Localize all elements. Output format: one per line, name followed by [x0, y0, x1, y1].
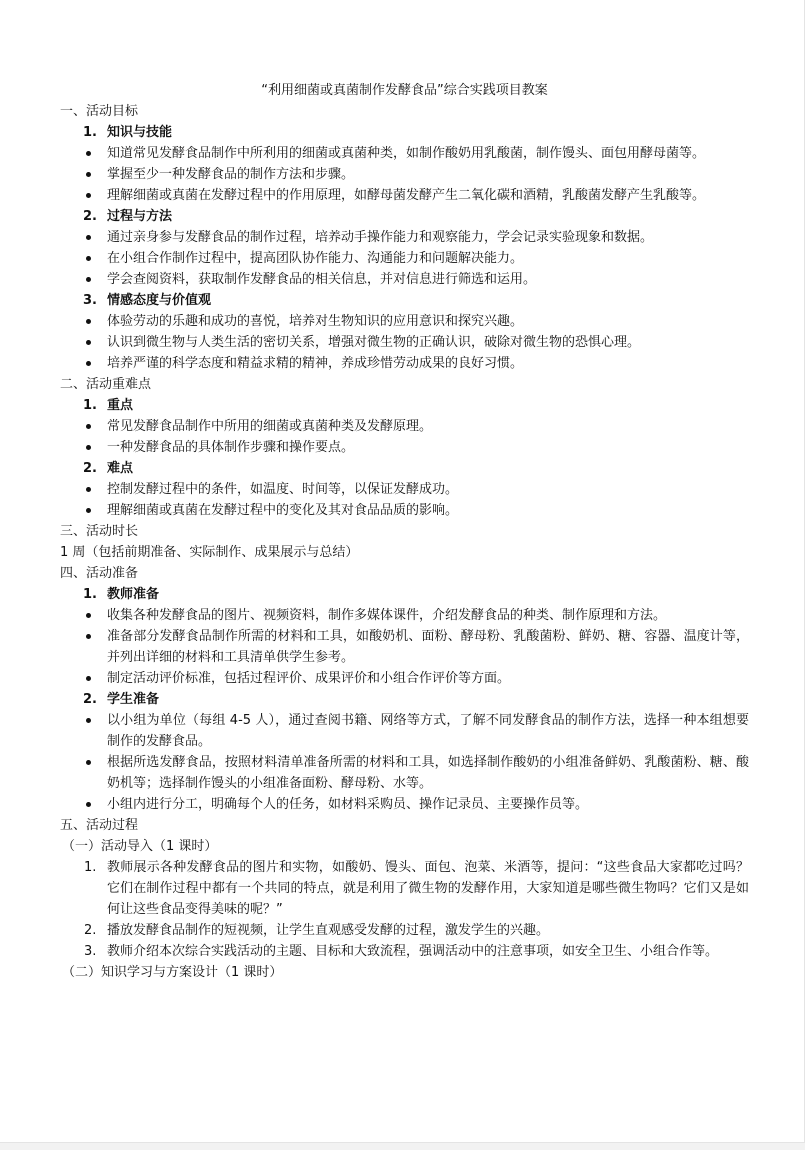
bullet-list-attitude	[60, 311, 749, 374]
bullet-item: 准备部分发酵食品制作所需的材料和工具，如酸奶机、面粉、酵母粉、乳酸菌粉、鲜奶、糖、容器、温度计等，并列出详细的材料和工具清单供学生参考。	[60, 626, 749, 668]
bullet-item: 常见发酵食品制作中所用的细菌或真菌种类及发酵原理。	[60, 416, 749, 437]
phase-heading-intro: （一）活动导入（1 课时）	[62, 839, 218, 854]
step-item	[60, 941, 749, 962]
subheading-student-prep	[60, 689, 749, 710]
bullet-item: 掌握至少一种发酵食品的制作方法和步骤。	[60, 164, 749, 185]
bullet-list-difficulty	[60, 479, 749, 521]
bullet-item: 小组内进行分工，明确每个人的任务，如材料采购员、操作记录员、主要操作员等。	[60, 794, 749, 815]
step-number: 1.	[84, 860, 97, 875]
subheading-process-method	[60, 206, 749, 227]
bullet-item: 学会查阅资料，获取制作发酵食品的相关信息，并对信息进行筛选和运用。	[60, 269, 749, 290]
bullet-item: 根据所选发酵食品，按照材料清单准备所需的材料和工具，如选择制作酸奶的小组准备鲜奶、乳酸菌粉、糖、酸奶机等；选择制作馒头的小组准备面粉、酵母粉、水等。	[60, 752, 749, 794]
subheading-text: 学生准备	[107, 692, 160, 707]
bullet-item: 通过亲身参与发酵食品的制作过程，培养动手操作能力和观察能力，学会记录实验现象和数据。	[60, 227, 749, 248]
step-text: 教师展示各种发酵食品的图片和实物，如酸奶、馒头、面包、泡菜、米酒等，提问：“这些食品大家都吃过吗？它们在制作过程中都有一个共同的特点，就是利用了微生物的发酵作用，大家知道是哪些微生物吗？它们又是如何让这些食品变得美味的呢？”	[107, 860, 749, 917]
step-list-intro	[60, 857, 749, 962]
bullet-item: 在小组合作制作过程中，提高团队协作能力、沟通能力和问题解决能力。	[60, 248, 749, 269]
bullet-item: 认识到微生物与人类生活的密切关系，增强对微生物的正确认识，破除对微生物的恐惧心理。	[60, 332, 749, 353]
subheading-attitude-values	[60, 290, 749, 311]
subheading-teacher-prep	[60, 584, 749, 605]
subheading-number: 2.	[83, 461, 97, 476]
subheading-text: 情感态度与价值观	[107, 293, 212, 308]
step-item	[60, 920, 749, 941]
section-heading-duration: 三、活动时长	[60, 524, 139, 539]
bullet-item: 收集各种发酵食品的图片、视频资料，制作多媒体课件，介绍发酵食品的种类、制作原理和方法。	[60, 605, 749, 626]
subheading-number: 1.	[83, 587, 97, 602]
bullet-item: 控制发酵过程中的条件，如温度、时间等，以保证发酵成功。	[60, 479, 749, 500]
section-heading-process: 五、活动过程	[60, 818, 139, 833]
subheading-text: 重点	[107, 398, 134, 413]
step-item	[60, 857, 749, 920]
bullet-item: 体验劳动的乐趣和成功的喜悦，培养对生物知识的应用意识和探究兴趣。	[60, 311, 749, 332]
section-heading-goals: 一、活动目标	[60, 104, 139, 119]
subheading-number: 1.	[83, 125, 97, 140]
bullet-list-process	[60, 227, 749, 290]
bullet-item: 培养严谨的科学态度和精益求精的精神，养成珍惜劳动成果的良好习惯。	[60, 353, 749, 374]
subheading-text: 过程与方法	[107, 209, 173, 224]
subheading-knowledge-skills	[60, 122, 749, 143]
subheading-text: 教师准备	[107, 587, 160, 602]
section-heading-preparation: 四、活动准备	[60, 566, 139, 581]
subheading-difficulty	[60, 458, 749, 479]
phase-heading-learning-design: （二）知识学习与方案设计（1 课时）	[62, 965, 283, 980]
bullet-list-teacher-prep	[60, 605, 749, 689]
subheading-number: 1.	[83, 398, 97, 413]
bullet-item: 制定活动评价标准，包括过程评价、成果评价和小组合作评价等方面。	[60, 668, 749, 689]
subheading-number: 2.	[83, 209, 97, 224]
step-number: 2.	[84, 923, 97, 938]
step-text: 教师介绍本次综合实践活动的主题、目标和大致流程，强调活动中的注意事项，如安全卫生、小组合作等。	[107, 944, 719, 959]
bullet-item: 一种发酵食品的具体制作步骤和操作要点。	[60, 437, 749, 458]
bullet-item: 理解细菌或真菌在发酵过程中的作用原理，如酵母菌发酵产生二氧化碳和酒精，乳酸菌发酵产生乳酸等。	[60, 185, 749, 206]
bullet-list-key-point	[60, 416, 749, 458]
document-title: “利用细菌或真菌制作发酵食品”综合实践项目教案	[261, 83, 548, 98]
bullet-item: 以小组为单位（每组 4-5 人），通过查阅书籍、网络等方式，了解不同发酵食品的制作方法，选择一种本组想要制作的发酵食品。	[60, 710, 749, 752]
subheading-text: 知识与技能	[107, 125, 173, 140]
duration-text: 1 周（包括前期准备、实际制作、成果展示与总结）	[60, 545, 359, 560]
subheading-number: 2.	[83, 692, 97, 707]
subheading-key-point	[60, 395, 749, 416]
bullet-item: 知道常见发酵食品制作中所利用的细菌或真菌种类，如制作酸奶用乳酸菌，制作馒头、面包用酵母菌等。	[60, 143, 749, 164]
bullet-list-student-prep	[60, 710, 749, 815]
bullet-list-knowledge	[60, 143, 749, 206]
bullet-item: 理解细菌或真菌在发酵过程中的变化及其对食品品质的影响。	[60, 500, 749, 521]
subheading-number: 3.	[83, 293, 97, 308]
subheading-text: 难点	[107, 461, 134, 476]
section-heading-key-points: 二、活动重难点	[60, 377, 152, 392]
step-number: 3.	[84, 944, 97, 959]
step-text: 播放发酵食品制作的短视频，让学生直观感受发酵的过程，激发学生的兴趣。	[107, 923, 550, 938]
